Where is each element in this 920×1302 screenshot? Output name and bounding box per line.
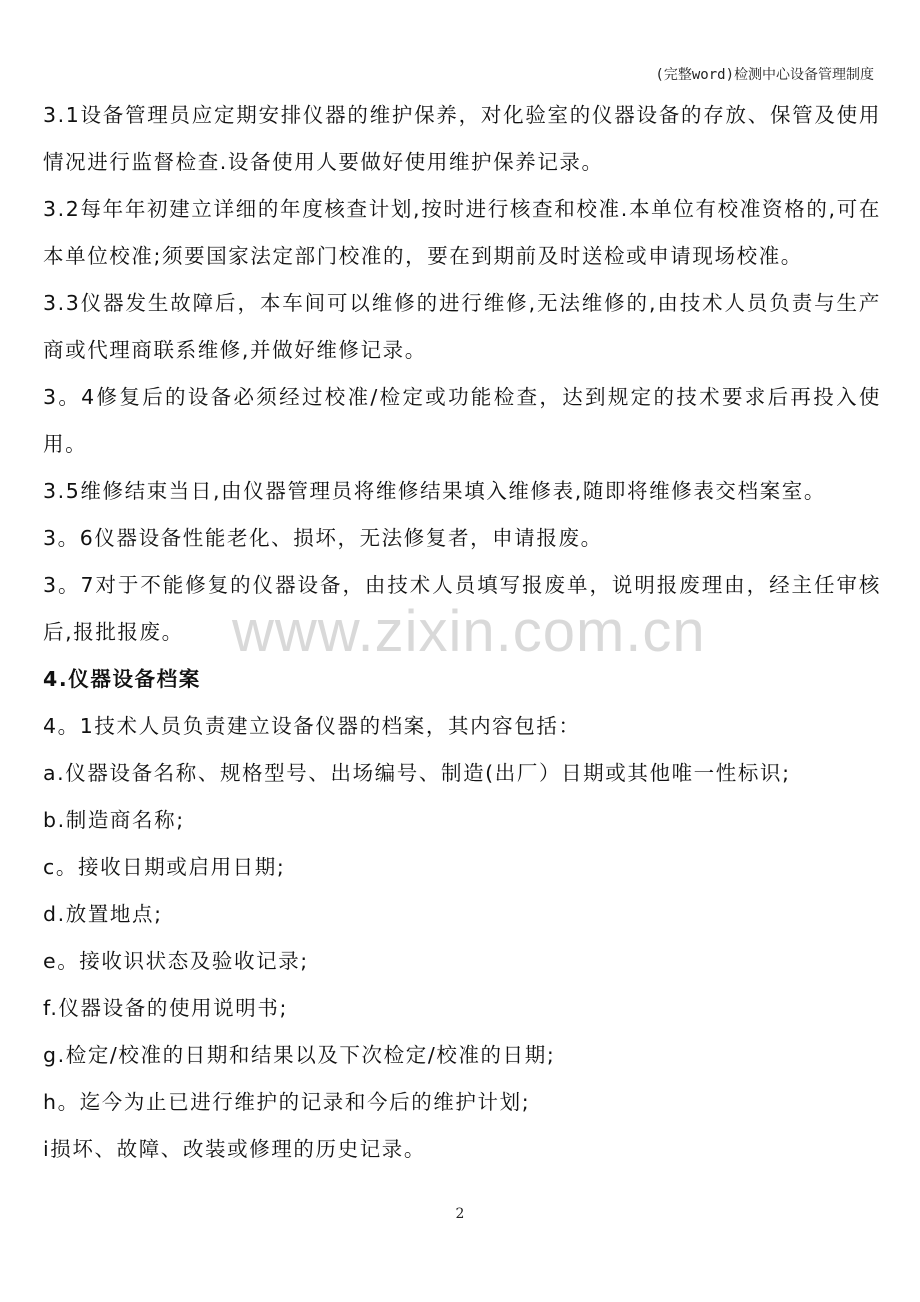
document-header: (完整word)检测中心设备管理制度 xyxy=(655,67,874,83)
list-item-i: i损坏、故障、改装或修理的历史记录。 xyxy=(43,1137,426,1161)
paragraph-3-6: 3。6仪器设备性能老化、损坏，无法修复者，申请报废。 xyxy=(43,526,603,550)
list-item-d: d.放置地点; xyxy=(43,902,163,926)
paragraph-3-2: 3.2每年年初建立详细的年度核查计划,按时进行核查和校准.本单位有校准资格的,可在本单位校准;须要国家法定部门校准的，要在到期前及时送检或申请现场校准。 xyxy=(43,197,881,268)
list-item-h: h。迄今为止已进行维护的记录和今后的维护计划; xyxy=(43,1090,531,1114)
paragraph-3-4: 3。4修复后的设备必须经过校准/检定或功能检查，达到规定的技术要求后再投入使用。 xyxy=(43,385,881,456)
paragraph-3-7: 3。7对于不能修复的仪器设备，由技术人员填写报废单，说明报废理由，经主任审核后,报批报废。 xyxy=(43,573,881,644)
section-intro: 4。1技术人员负责建立设备仪器的档案，其内容包括： xyxy=(43,714,581,738)
watermark: www.zixin.com.cn xyxy=(232,599,706,664)
paragraph-3-1: 3.1设备管理员应定期安排仪器的维护保养，对化验室的仪器设备的存放、保管及使用情况进行监督检查.设备使用人要做好使用维护保养记录。 xyxy=(43,103,881,174)
list-item-f: f.仪器设备的使用说明书; xyxy=(43,996,288,1020)
list-item-g: g.检定/校准的日期和结果以及下次检定/校准的日期; xyxy=(43,1043,556,1067)
paragraph-3-3: 3.3仪器发生故障后，本车间可以维修的进行维修,无法维修的,由技术人员负责与生产商或代理商联系维修,并做好维修记录。 xyxy=(43,291,881,362)
list-item-e: e。接收识状态及验收记录; xyxy=(43,949,309,973)
list-item-a: a.仪器设备名称、规格型号、出场编号、制造(出厂）日期或其他唯一性标识; xyxy=(43,761,791,785)
list-item-b: b.制造商名称; xyxy=(43,808,185,832)
list-item-c: c。接收日期或启用日期; xyxy=(43,855,286,879)
page-number: 2 xyxy=(455,1206,465,1222)
document-body xyxy=(43,92,881,1173)
section-heading: 4.仪器设备档案 xyxy=(43,667,201,691)
paragraph-3-5: 3.5维修结束当日,由仪器管理员将维修结果填入维修表,随即将维修表交档案室。 xyxy=(43,479,826,503)
